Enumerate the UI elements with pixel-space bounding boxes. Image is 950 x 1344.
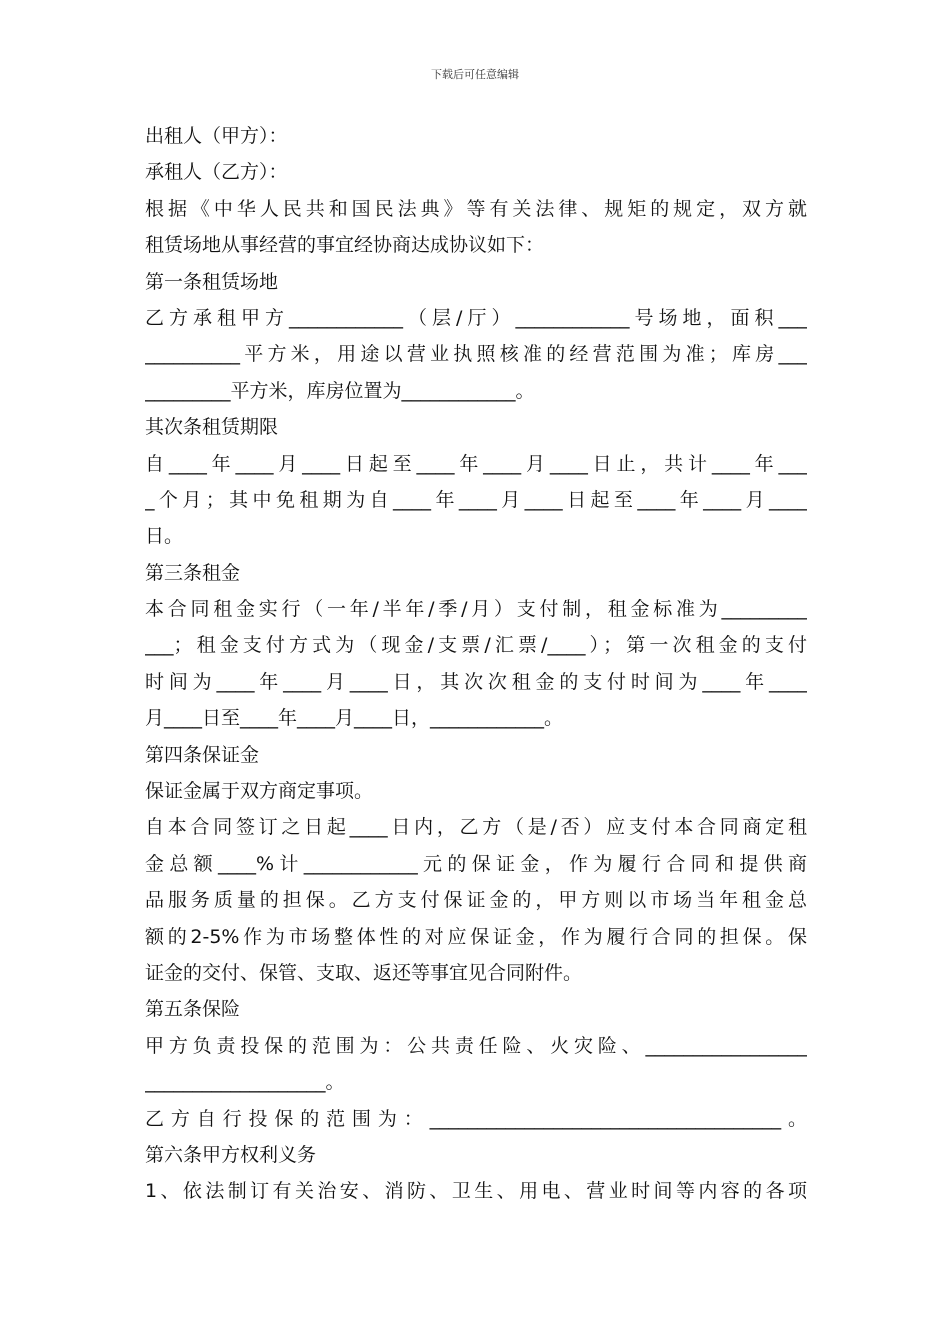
contract-body	[145, 118, 807, 1210]
lessee-line: 承租人（乙方）：	[145, 161, 288, 184]
page-header: 下载后可任意编辑	[431, 68, 519, 81]
intro-paragraph-line: 租赁场地从事经营的事宜经协商达成协议如下：	[145, 234, 545, 257]
section-heading: 第六条甲方权利义务	[145, 1143, 317, 1166]
paragraph-line: __________平方米，用途以营业执照核准的经营范围为准；库房___	[145, 343, 807, 366]
intro-paragraph-line: 根据《中华人民共和国民法典》等有关法律、规矩的规定，双方就	[145, 197, 807, 220]
paragraph-line: 时间为____年____月____日，其次次租金的支付时间为____年____	[145, 670, 807, 693]
paragraph-line: 额的2-5%作为市场整体性的对应保证金，作为履行合同的担保。保	[145, 925, 807, 948]
paragraph-line: 金总额____%计____________元的保证金，作为履行合同和提供商	[145, 852, 807, 875]
paragraph-line: ___________________。	[145, 1071, 345, 1094]
paragraph-line: 日。	[145, 525, 184, 548]
paragraph-line: 本合同租金实行（一年/半年/季/月）支付制，租金标准为_________	[145, 598, 807, 621]
paragraph-line: 乙方自行投保的范围为：_____________________________________。	[145, 1107, 807, 1130]
lessor-line: 出租人（甲方）：	[145, 125, 288, 147]
paragraph-line: 乙方承租甲方____________（层/厅）____________号场地，面积___	[145, 306, 807, 329]
paragraph-line: 品服务质量的担保。乙方支付保证金的，甲方则以市场当年租金总	[145, 889, 807, 912]
section-heading: 第四条保证金	[145, 743, 260, 766]
paragraph-line: _个月；其中免租期为自____年____月____日起至____年____月____	[145, 488, 807, 511]
section-heading: 第一条租赁场地	[145, 270, 279, 293]
paragraph-line: 证金的交付、保管、支取、返还等事宜见合同附件。	[145, 961, 583, 984]
section-heading: 其次条租赁期限	[145, 416, 279, 439]
paragraph-line: 甲方负责投保的范围为：公共责任险、火灾险、_________________	[145, 1034, 807, 1057]
paragraph-line: _________平方米，库房位置为____________。	[145, 379, 535, 402]
paragraph-line: 自本合同签订之日起____日内，乙方（是/否）应支付本合同商定租	[145, 816, 807, 839]
paragraph-line: 1、依法制订有关治安、消防、卫生、用电、营业时间等内容的各项	[145, 1180, 807, 1203]
section-heading: 第三条租金	[145, 561, 241, 584]
paragraph-line: 月____日至____年____月____日，____________。	[145, 707, 564, 730]
section-heading: 第五条保险	[145, 998, 241, 1021]
paragraph-line: 保证金属于双方商定事项。	[145, 780, 374, 803]
paragraph-line: 自____年____月____日起至____年____月____日止，共计____年___	[145, 452, 807, 475]
paragraph-line: ___；租金支付方式为（现金/支票/汇票/____）；第一次租金的支付	[145, 634, 807, 657]
